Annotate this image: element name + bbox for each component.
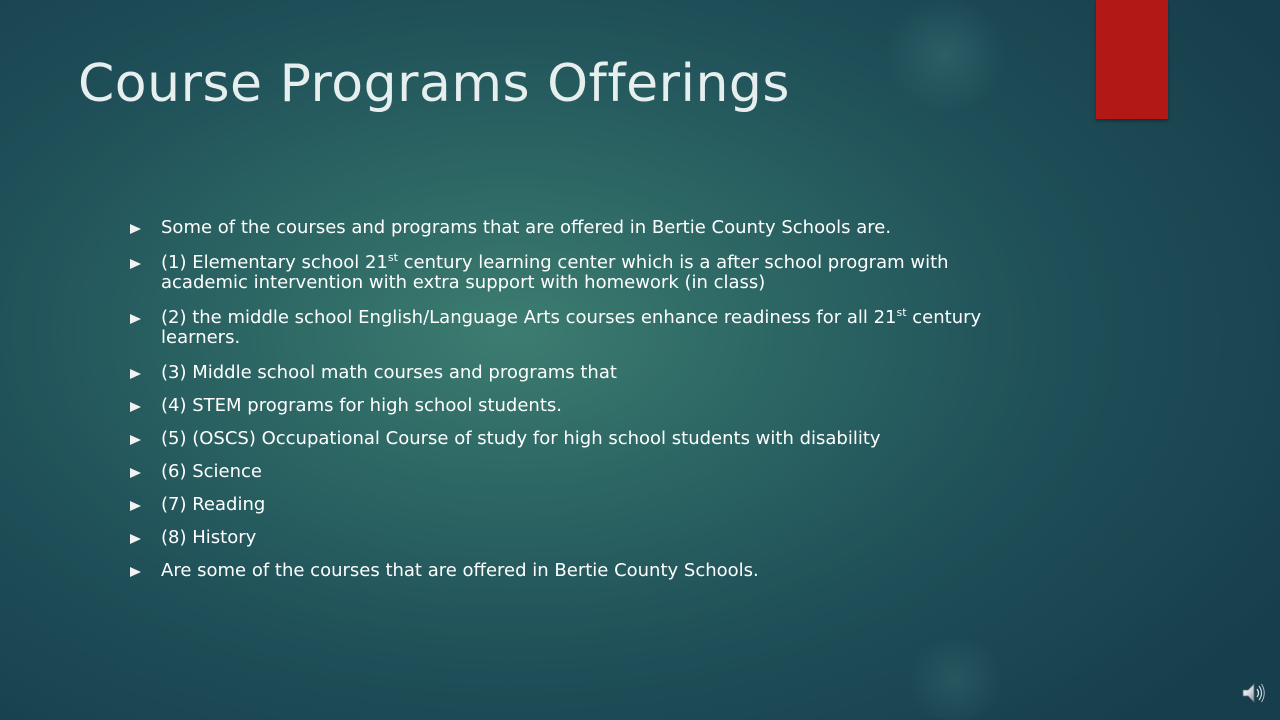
speaker-icon[interactable] xyxy=(1240,680,1266,706)
bullet-item xyxy=(130,218,1040,238)
arrow-bullet-icon xyxy=(130,259,141,269)
arrow-bullet-icon xyxy=(130,435,141,445)
arrow-bullet-icon xyxy=(130,369,141,379)
bullet-text: (4) STEM programs for high school students. xyxy=(161,395,562,416)
arrow-bullet-icon xyxy=(130,534,141,544)
arrow-bullet-icon xyxy=(130,314,141,324)
bullet-text: (8) History xyxy=(161,527,257,548)
background-glow xyxy=(880,0,1010,110)
bullet-text: (2) the middle school English/Language Arts courses enhance readiness for all 21 xyxy=(161,307,897,328)
arrow-bullet-icon xyxy=(130,468,141,478)
background-glow xyxy=(900,640,1010,720)
bullet-item xyxy=(130,396,1040,416)
arrow-bullet-icon xyxy=(130,224,141,234)
bullet-item xyxy=(130,429,1040,449)
bullet-text: (7) Reading xyxy=(161,494,266,515)
bullet-item xyxy=(130,561,1040,581)
accent-bar xyxy=(1096,0,1168,119)
slide-title: Course Programs Offerings xyxy=(78,54,791,114)
bullet-text: Some of the courses and programs that are offered in Bertie County Schools are. xyxy=(161,217,892,238)
bullet-item xyxy=(130,528,1040,548)
bullet-list xyxy=(130,218,1040,594)
arrow-bullet-icon xyxy=(130,567,141,577)
bullet-item xyxy=(130,308,1040,348)
bullet-item xyxy=(130,253,1040,293)
arrow-bullet-icon xyxy=(130,501,141,511)
bullet-item xyxy=(130,363,1040,383)
bullet-text: (3) Middle school math courses and programs that xyxy=(161,362,617,383)
bullet-text: (5) (OSCS) Occupational Course of study for high school students with disability xyxy=(161,428,881,449)
bullet-text: (1) Elementary school 21 xyxy=(161,252,388,273)
bullet-text: (6) Science xyxy=(161,461,262,482)
superscript: st xyxy=(387,251,398,264)
superscript: st xyxy=(896,306,907,319)
bullet-item xyxy=(130,495,1040,515)
arrow-bullet-icon xyxy=(130,402,141,412)
bullet-text: century learning center which is a after school program with academic intervention with extra support with homework (in class) xyxy=(161,252,949,293)
bullet-text: Are some of the courses that are offered in Bertie County Schools. xyxy=(161,560,759,581)
bullet-item xyxy=(130,462,1040,482)
bullet-text: century learners. xyxy=(161,307,982,348)
